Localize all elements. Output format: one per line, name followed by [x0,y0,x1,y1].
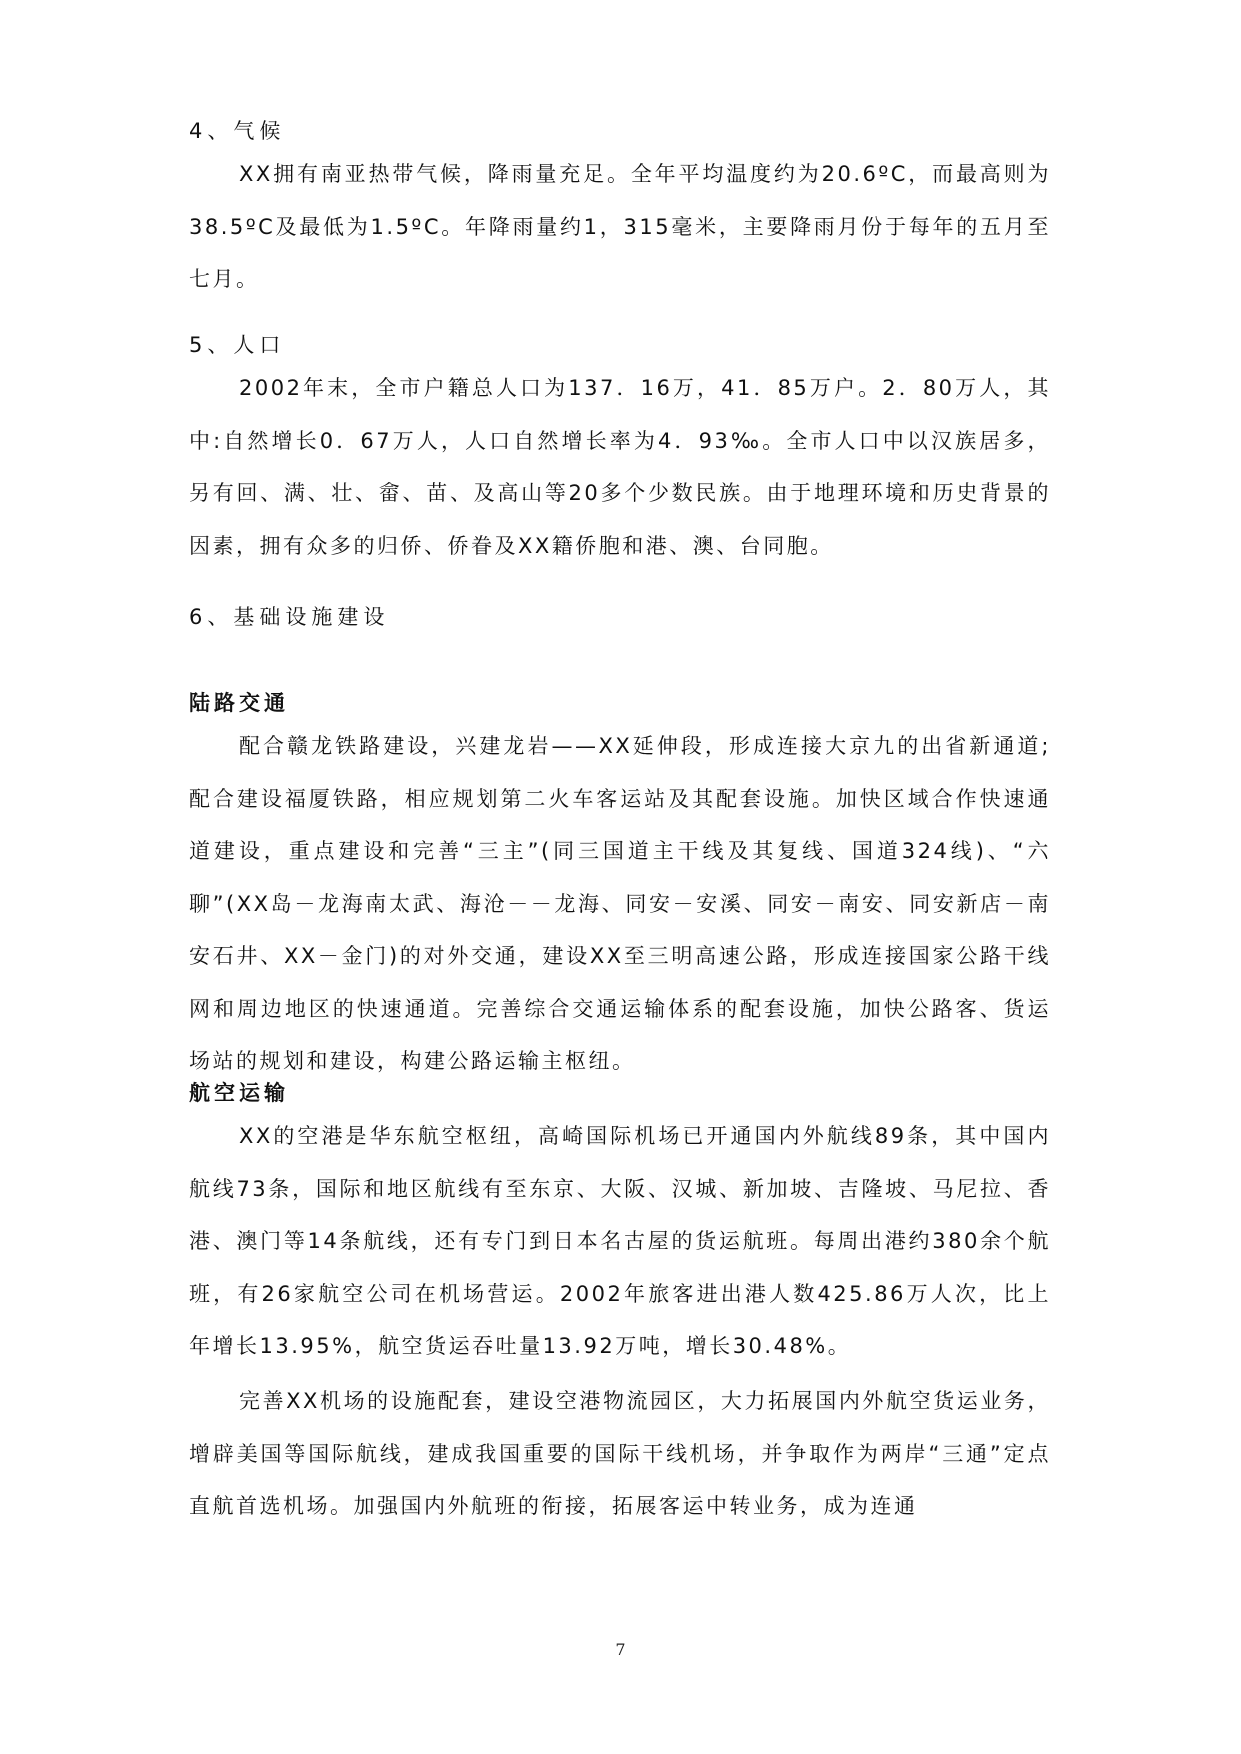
page-number: 7 [615,1640,626,1659]
paragraph-air-transport-2: 完善XX机场的设施配套，建设空港物流园区，大力拓展国内外航空货运业务，增辟美国等国际航线，建成我国重要的国际干线机场，并争取作为两岸“三通”定点直航首选机场。加强国内外航班的衔接，拓展客运中转业务，成为连通 [189,1389,1051,1518]
paragraph-land-transport: 配合赣龙铁路建设，兴建龙岩——XX延伸段，形成连接大京九的出省新通道;配合建设福厦铁路，相应规划第二火车客运站及其配套设施。加快区域合作快速通道建设，重点建设和完善“三主”(同三国道主干线及其复线、国道324线)、“六聊”(XX岛－龙海南太武、海沧－－龙海、同安－安溪、同安－南安、同安新店－南安石井、XX－金门)的对外交通，建设XX至三明高速公路，形成连接国家公路干线网和周边地区的快速通道。完善综合交通运输体系的配套设施，加快公路客、货运场站的规划和建设，构建公路运输主枢纽。 [189,734,1051,1073]
paragraph-air-transport-1: XX的空港是华东航空枢纽，高崎国际机场已开通国内外航线89条，其中国内航线73条，国际和地区航线有至东京、大阪、汉城、新加坡、吉隆坡、马尼拉、香港、澳门等14条航线，还有专门到日本名古屋的货运航班。每周出港约380余个航班，有26家航空公司在机场营运。2002年旅客进出港人数425.86万人次，比上年增长13.95%，航空货运吞吐量13.92万吨，增长30.48%。 [189,1124,1051,1358]
section-heading-climate: 4、气候 [189,119,286,143]
paragraph-climate: XX拥有南亚热带气候，降雨量充足。全年平均温度约为20.6ºC，而最高则为38.5ºC及最低为1.5ºC。年降雨量约1，315毫米，主要降雨月份于每年的五月至七月。 [189,162,1051,291]
paragraph-population: 2002年末，全市户籍总人口为137．16万，41．85万户。2．80万人，其中:自然增长0．67万人，人口自然增长率为4．93‰。全市人口中以汉族居多，另有回、满、壮、畲、苗、及高山等20多个少数民族。由于地理环境和历史背景的因素，拥有众多的归侨、侨眷及XX籍侨胞和港、澳、台同胞。 [189,376,1051,558]
section-heading-population: 5、人口 [189,333,286,357]
subheading-air-transport: 航空运输 [189,1081,289,1105]
section-heading-infrastructure: 6、基础设施建设 [189,605,390,629]
subheading-land-transport: 陆路交通 [189,691,289,715]
